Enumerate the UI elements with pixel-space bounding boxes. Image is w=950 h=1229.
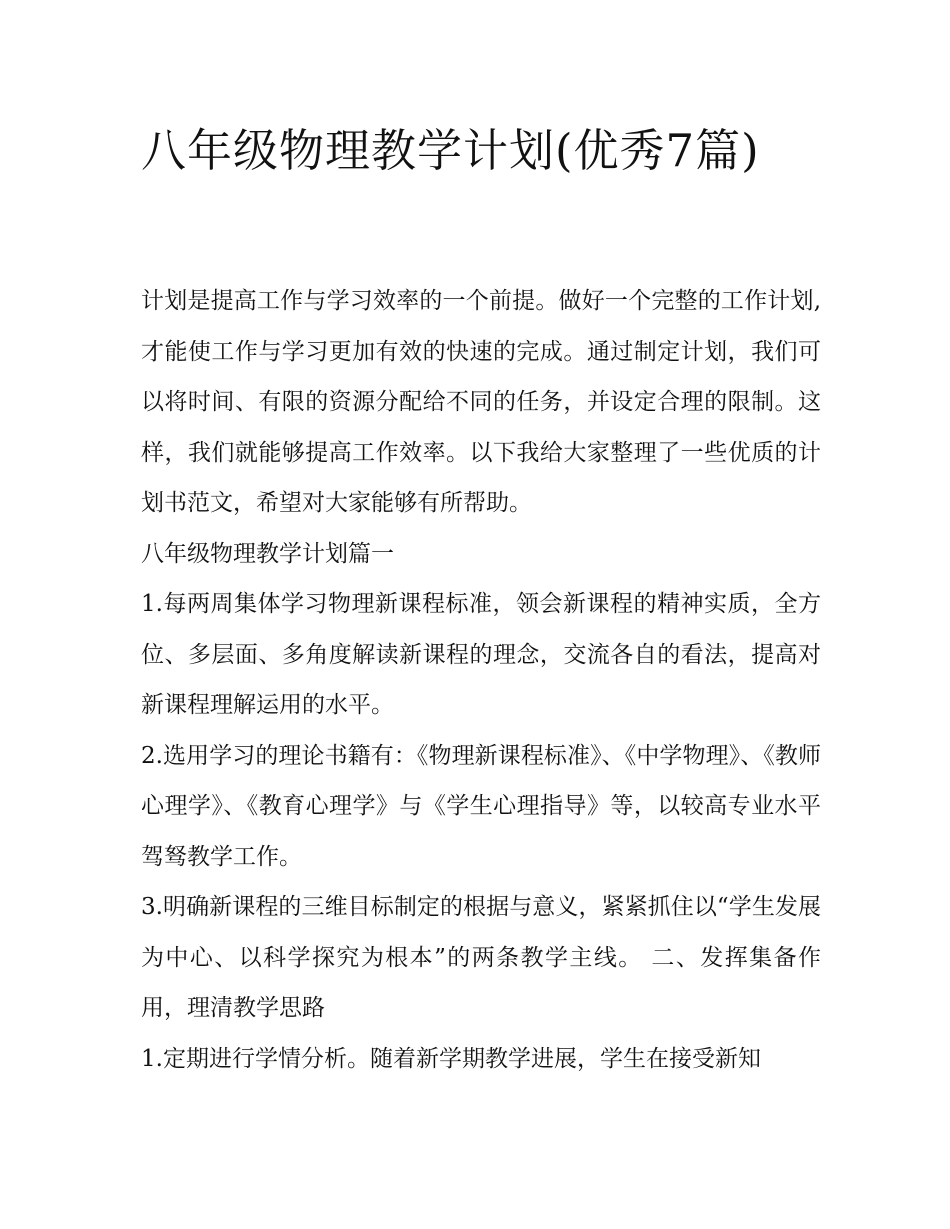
list-item-2: 2.选用学习的理论书籍有：《物理新课程标准》、《中学物理》、《教师心理学》、《教育心理学》与《学生心理指导》等，以较高专业水平驾驽教学工作。 xyxy=(141,742,821,870)
list-item-3: 3.明确新课程的三维目标制定的根据与意义，紧紧抓住以“学生发展为中心、以科学探究为根本”的两条教学主线。 二、发挥集备作用，理清教学思路 xyxy=(141,894,821,1021)
list-item-1: 1.每两周集体学习物理新课程标准，领会新课程的精神实质，全方位、多层面、多角度解读新课程的理念，交流各自的看法，提高对新课程理解运用的水平。 xyxy=(141,591,821,718)
section-heading: 八年级物理教学计划篇一 xyxy=(141,540,394,567)
list-item-4: 1.定期进行学情分析。随着新学期教学进展，学生在接受新知 xyxy=(141,1045,761,1072)
document-body xyxy=(141,276,821,1084)
intro-paragraph: 计划是提高工作与学习效率的一个前提。做好一个完整的工作计划,才能使工作与学习更加有效的快速的完成。通过制定计划，我们可以将时间、有限的资源分配给不同的任务，并设定合理的限制。这样，我们就能够提高工作效率。以下我给大家整理了一些优质的计划书范文，希望对大家能够有所帮助。 xyxy=(141,288,821,516)
document-title: 八年级物理教学计划(优秀7篇) xyxy=(141,124,760,177)
